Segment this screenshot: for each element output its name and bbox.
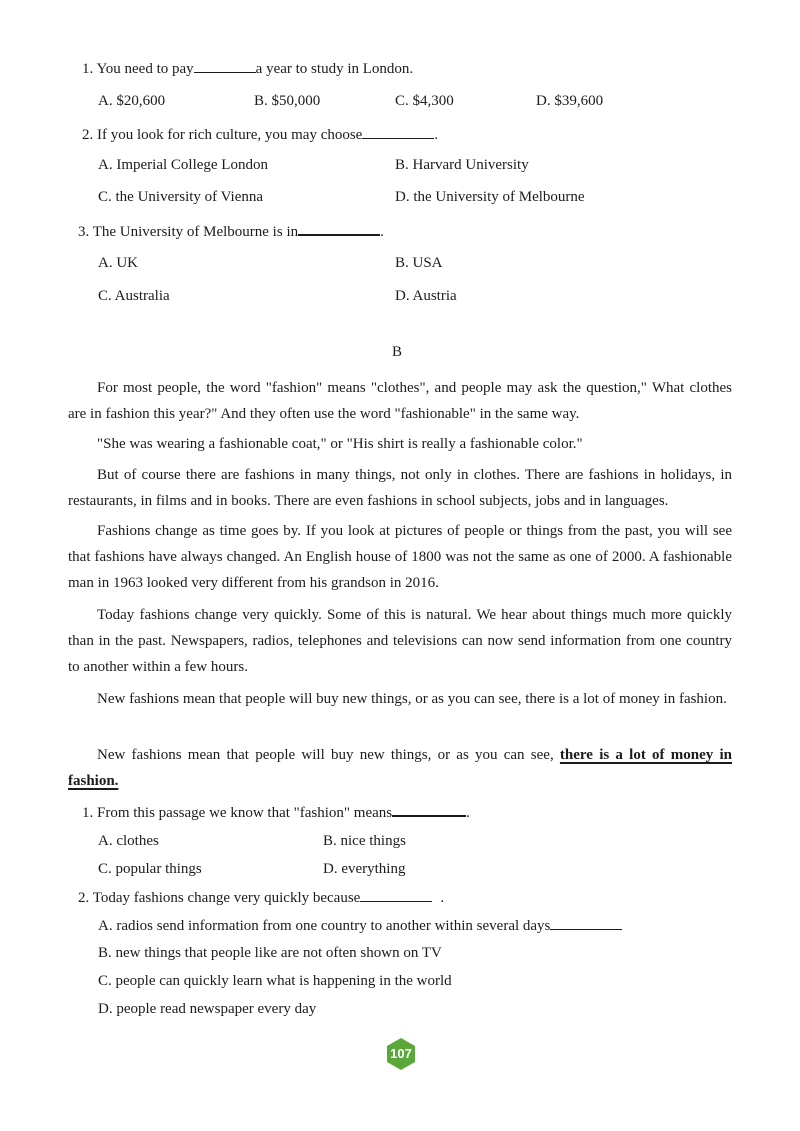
- question-b1-stem-after: .: [466, 805, 470, 821]
- question-a3-option-a: A. UK: [98, 255, 138, 271]
- question-b2-stem: [78, 887, 444, 908]
- question-a2-stem-after: .: [434, 127, 439, 143]
- question-a2-stem-before: 2. If you look for rich culture, you may choose: [82, 127, 363, 143]
- question-b1-option-c: C. popular things: [98, 861, 202, 877]
- section-heading: B: [392, 344, 403, 360]
- question-a3-option-c: C. Australia: [98, 288, 170, 304]
- question-b1-option-a: A. clothes: [98, 833, 159, 849]
- answer-blank: [362, 124, 434, 139]
- question-b2-stem-after: .: [440, 890, 445, 906]
- question-b2-option-d: D. people read newspaper every day: [98, 1001, 317, 1017]
- question-a2-option-d: D. the University of Melbourne: [395, 189, 585, 205]
- passage-paragraph-2: "She was wearing a fashionable coat," or "His shirt is really a fashionable color.": [97, 436, 583, 452]
- answer-blank: [550, 915, 622, 930]
- question-b2-option-a: [98, 915, 622, 936]
- question-a1-option-c: C. $4,300: [395, 93, 454, 109]
- question-b1-option-d: D. everything: [323, 861, 406, 877]
- question-a2-option-c: C. the University of Vienna: [98, 189, 264, 205]
- question-a3-stem-after: .: [380, 224, 384, 240]
- question-b2-option-b: B. new things that people like are not often shown on TV: [98, 945, 442, 961]
- question-a2-option-a: A. Imperial College London: [98, 157, 268, 173]
- option-text: A. radios send information from one country to another within several days: [98, 918, 551, 934]
- question-b2-stem-before: 2. Today fashions change very quickly because: [78, 890, 361, 906]
- question-a3-option-d: D. Austria: [395, 288, 457, 304]
- question-b2-option-c: C. people can quickly learn what is happening in the world: [98, 973, 452, 989]
- question-b1-stem: [82, 801, 470, 823]
- passage-paragraph-3: But of course there are fashions in many things, not only in clothes. There are fashions in holidays, in restaurants, in films and in books. There are even fashions in school subjects, jobs and in languages.: [68, 467, 732, 509]
- question-a2-stem: [82, 124, 438, 145]
- question-a1-option-d: D. $39,600: [536, 93, 604, 109]
- question-a3-stem-before: 3. The University of Melbourne is in: [78, 224, 299, 240]
- question-a1-option-a: A. $20,600: [98, 93, 166, 109]
- passage-paragraph-5: Today fashions change very quickly. Some of this is natural. We hear about things much more quickly than in the past. Newspapers, radios, telephones and televisions can now send information from one country to another within a few hours.: [68, 607, 732, 675]
- emphasized-phrase: there is a lot of money in fashion.: [68, 747, 732, 789]
- answer-blank: [360, 887, 432, 902]
- passage-paragraph-7: [68, 742, 732, 794]
- answer-blank: [194, 58, 256, 73]
- question-b1-option-b: B. nice things: [323, 833, 406, 849]
- passage-paragraph-1: For most people, the word "fashion" means "clothes", and people may ask the question," What clothes are in fashion this year?" And they often use the word "fashionable" in the same way.: [68, 380, 732, 422]
- question-a1-stem-after: a year to study in London.: [255, 61, 414, 77]
- question-a1-stem-before: 1. You need to pay: [82, 61, 194, 77]
- page-number: 107: [390, 1046, 412, 1061]
- question-a1-option-b: B. $50,000: [254, 93, 321, 109]
- answer-blank: [392, 801, 466, 817]
- answer-blank: [298, 220, 380, 236]
- question-a3-stem: [78, 220, 384, 242]
- question-b1-stem-before: 1. From this passage we know that "fashion" means: [82, 805, 393, 821]
- page-number-badge: [384, 1037, 418, 1071]
- passage-paragraph-4: Fashions change as time goes by. If you look at pictures of people or things from the past, you will see that fashions have always changed. An English house of 1800 was not the same as one of 2000. A fashionable man in 1963 looked very different from his grandson in 2016.: [68, 523, 732, 591]
- question-a2-option-b: B. Harvard University: [395, 157, 529, 173]
- question-a3-option-b: B. USA: [395, 255, 443, 271]
- question-a1-stem: [82, 58, 413, 79]
- passage-paragraph-6: New fashions mean that people will buy new things, or as you can see, there is a lot of money in fashion.: [97, 691, 727, 707]
- paragraph-text: New fashions mean that people will buy new things, or as you can see,: [97, 747, 560, 763]
